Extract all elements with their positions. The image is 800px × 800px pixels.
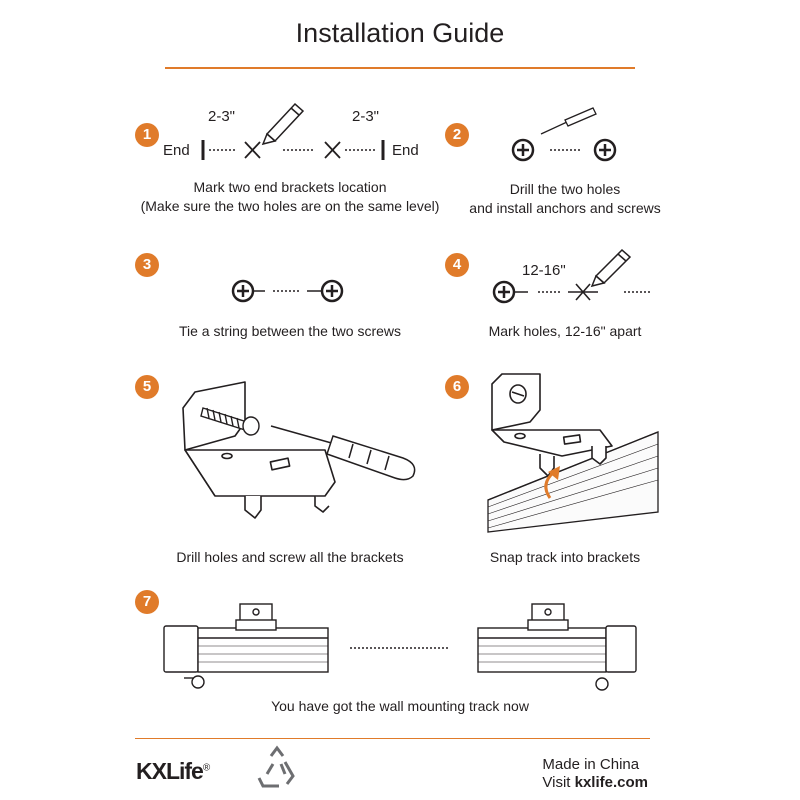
step-5-diagram — [175, 378, 425, 528]
footer-divider — [135, 738, 650, 739]
step-1-caption: Mark two end brackets location (Make sure the two holes are on the same level) — [140, 179, 440, 214]
screw-head-icon — [595, 140, 615, 160]
step-4-dist-label: 12-16" — [522, 262, 566, 279]
screw-head-icon — [322, 281, 342, 301]
cross-mark-icon — [245, 142, 260, 158]
step-7-caption: You have got the wall mounting track now — [271, 698, 529, 714]
bracket-icon — [183, 382, 335, 518]
track-left-end — [164, 604, 328, 688]
cross-mark-icon — [325, 142, 340, 158]
screwdriver-icon — [541, 108, 596, 134]
step-6-caption: Snap track into brackets — [489, 549, 641, 565]
step-2-badge: 2 — [445, 123, 469, 147]
step-4-badge: 4 — [445, 253, 469, 277]
website-link: kxlife.com — [574, 774, 648, 791]
step-1-dist-right-label: 2-3" — [352, 108, 380, 125]
step-1-diagram — [195, 98, 400, 168]
made-in-label: Made in China — [542, 756, 640, 773]
step-6-diagram — [488, 372, 658, 532]
step-1-dist-left-label: 2-3" — [208, 108, 236, 125]
step-7-badge: 7 — [135, 590, 159, 614]
step-7-diagram — [160, 598, 640, 698]
step-2-diagram — [505, 100, 625, 170]
step-5-badge: 5 — [135, 375, 159, 399]
step-1-end-left-label: End — [163, 142, 190, 159]
step-1-badge: 1 — [135, 123, 159, 147]
step-3-caption: Tie a string between the two screws — [178, 323, 402, 339]
step-6-badge: 6 — [445, 375, 469, 399]
recycle-icon — [255, 746, 299, 790]
step-1-end-right-label: End — [392, 142, 419, 159]
made-in-info — [542, 756, 648, 792]
page-title: Installation Guide — [295, 18, 505, 48]
step-3-diagram — [225, 275, 355, 307]
pencil-icon — [592, 250, 630, 286]
step-2-caption: Drill the two holes and install anchors and screws — [469, 181, 661, 216]
screw-head-icon — [513, 140, 533, 160]
pencil-icon — [263, 104, 303, 144]
step-3-badge: 3 — [135, 253, 159, 277]
website-line: Visit kxlife.com — [542, 774, 648, 791]
track-right-end — [478, 604, 636, 690]
title-divider — [165, 67, 635, 69]
brand-logo: KXLife® — [136, 758, 210, 784]
step-4-diagram — [490, 246, 660, 310]
screw-head-icon — [494, 282, 514, 302]
step-4-caption: Mark holes, 12-16" apart — [488, 323, 642, 339]
step-5-caption: Drill holes and screw all the brackets — [176, 549, 404, 565]
screw-head-icon — [233, 281, 253, 301]
